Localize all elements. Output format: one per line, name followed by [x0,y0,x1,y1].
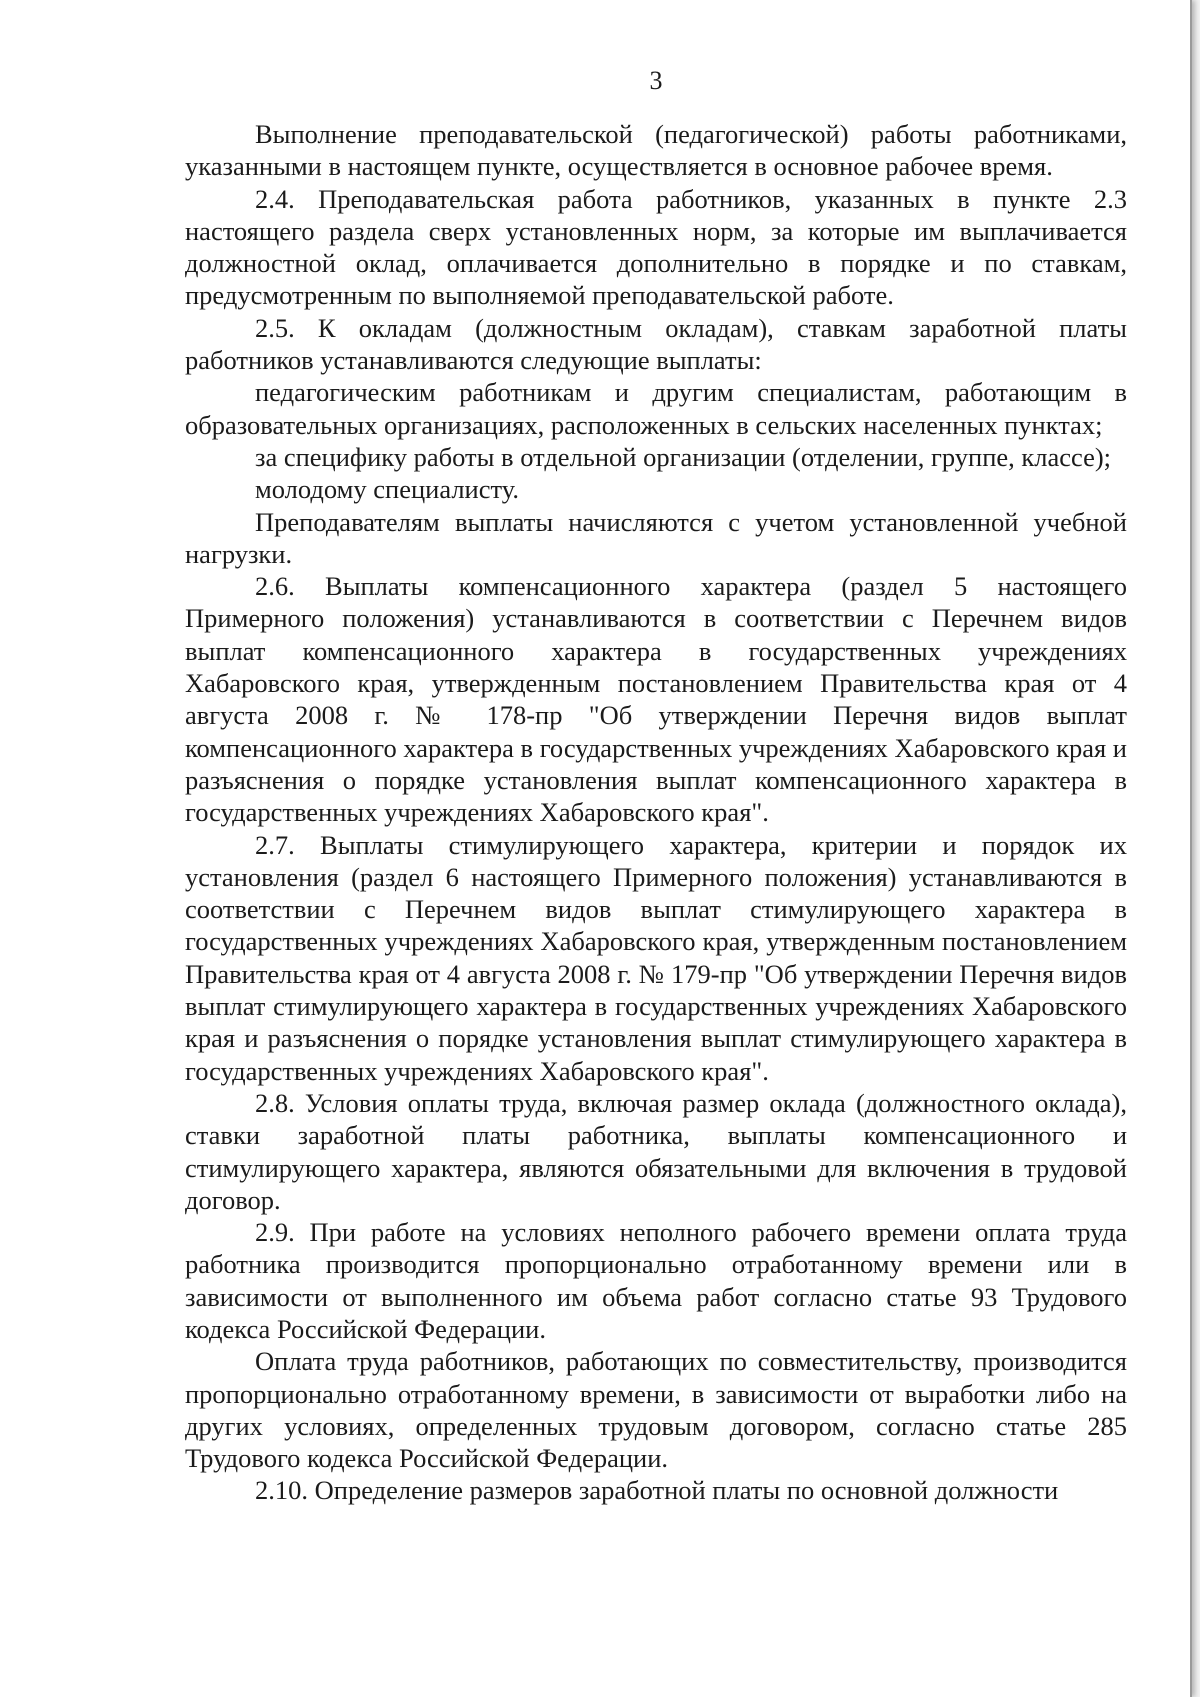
paragraph-2-4: 2.4. Преподавательская работа работников, указанных в пункте 2.3 настоящего раздела сверх установленных норм, за которые им выплачивается должностной оклад, оплачивается дополнительно в порядке и по ставкам, предусмотренным по выполняемой преподавательской работе. [185,183,1127,311]
paragraph-2-6: 2.6. Выплаты компенсационного характера (раздел 5 настоящего Примерного положения) устанавливаются в соответствии с Перечнем видов выплат компенсационного характера в государственных учреждениях Хабаровского края, утвержденным постановлением Правительства края от 4 августа 2008 г. № 178-пр "Об утверждении Перечня видов выплат компенсационного характера в государственных учреждениях Хабаровского края и разъяснения о порядке установления выплат компенсационного характера в государственных учреждениях Хабаровского края". [185,571,1127,828]
paragraph-rural-workers: педагогическим работникам и другим специалистам, работающим в образовательных организациях, расположенных в сельских населенных пунктах; [185,377,1127,440]
paragraph-2-7: 2.7. Выплаты стимулирующего характера, критерии и порядок их установления (раздел 6 настоящего Примерного положения) устанавливаются в соответствии с Перечнем видов выплат стимулирующего характера в государственных учреждениях Хабаровского края, утвержденным постановлением Правительства края от 4 августа 2008 г. № 179-пр "Об утверждении Перечня видов выплат стимулирующего характера в государственных учреждениях Хабаровского края и разъяснения о порядке установления выплат стимулирующего характера в государственных учреждениях Хабаровского края". [185,829,1127,1086]
paragraph-teachers-load: Преподавателям выплаты начисляются с учетом установленной учебной нагрузки. [185,506,1127,569]
paragraph-2-10: 2.10. Определение размеров заработной платы по основной должности [255,1475,1059,1506]
paragraph-part-time: Оплата труда работников, работающих по совместительству, производится пропорционально отработанному времени, в зависимости от выработки либо на других условиях, определенных трудовым договором, согласно статье 285 Трудового кодекса Российской Федерации. [185,1346,1127,1474]
paragraph-young-specialist: молодому специалисту. [255,474,519,505]
paragraph-2-8: 2.8. Условия оплаты труда, включая размер оклада (должностного оклада), ставки заработной платы работника, выплаты компенсационного и стимулирующего характера, являются обязательными для включения в трудовой договор. [185,1087,1127,1215]
page-number: 3 [649,66,663,95]
paragraph-work-time: Выполнение преподавательской (педагогической) работы работниками, указанными в настоящем пункте, осуществляется в основное рабочее время. [185,119,1127,182]
paragraph-2-9: 2.9. При работе на условиях неполного рабочего времени оплата труда работника производится пропорционально отработанному времени или в зависимости от выполненного им объема работ согласно статье 93 Трудового кодекса Российской Федерации. [185,1217,1127,1344]
paragraph-2-5: 2.5. К окладам (должностным окладам), ставкам заработной платы работников устанавливаются следующие выплаты: [185,312,1127,376]
document-body [185,118,1127,1507]
paragraph-specifics: за специфику работы в отдельной организации (отделении, группе, классе); [255,441,1112,472]
